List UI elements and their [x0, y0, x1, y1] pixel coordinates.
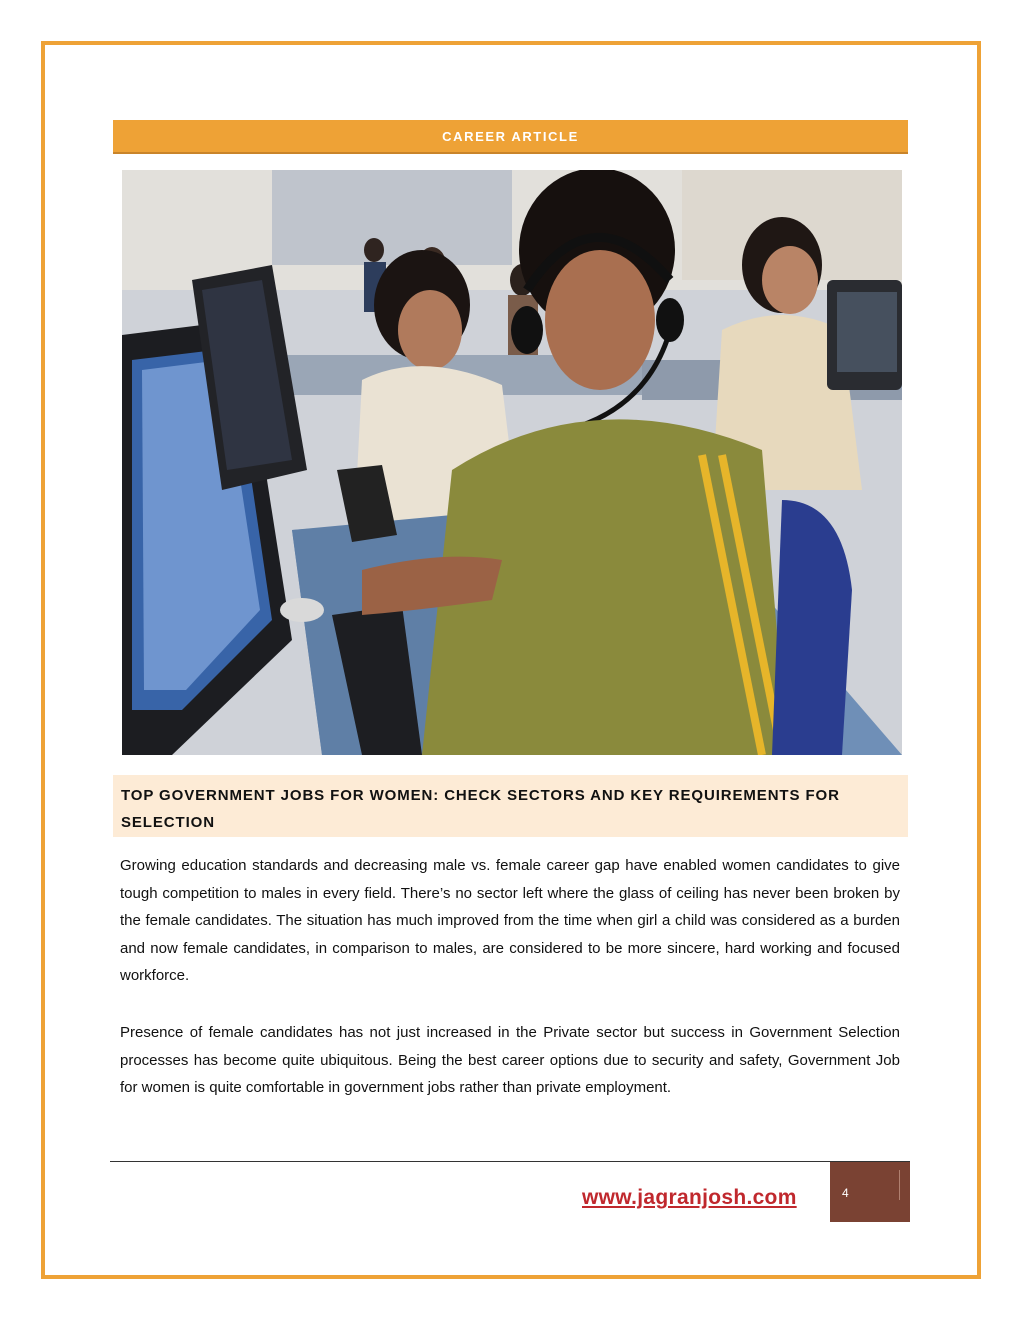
section-label: CAREER ARTICLE [442, 128, 579, 144]
website-link[interactable]: www.jagranjosh.com [582, 1186, 797, 1209]
page-number-box [830, 1162, 910, 1222]
article-paragraph: Growing education standards and decreasing male vs. female career gap have enabled women candidates to give tough competition to males in every field. There’s no sector left where the glass of ceiling has never been broken by the female candidates. The situation has much improved from the time when girl a child was considered as a burden and now female candidates, in comparison to males, are considered to be more sincere, hard working and focused workforce. [120, 857, 900, 984]
article-headline: TOP GOVERNMENT JOBS FOR WOMEN: CHECK SECTORS AND KEY REQUIREMENTS FOR SELECTION [121, 787, 840, 831]
article-paragraph: Presence of female candidates has not just increased in the Private sector but success in Government Selection processes has become quite ubiquitous. Being the best career options due to security and safety, Government Job for women is quite comfortable in government jobs rather than private employment. [120, 1024, 900, 1096]
section-header-bar [113, 120, 908, 152]
page-number: 4 [842, 1186, 849, 1200]
article-headline-box [113, 775, 908, 837]
article-photo [122, 170, 902, 755]
photo-illustration [122, 170, 902, 755]
footer-divider [110, 1161, 910, 1162]
